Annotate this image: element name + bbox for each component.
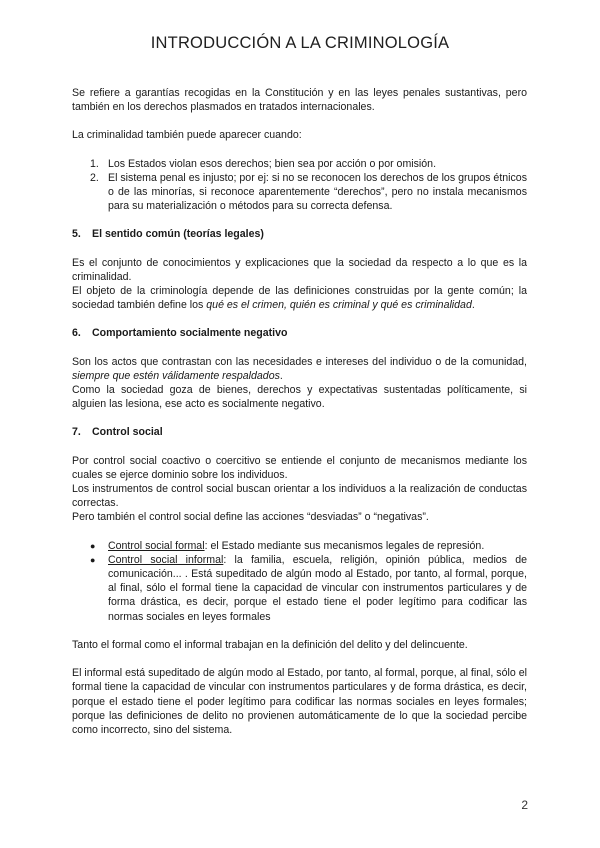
section-7-paragraph-4: Tanto el formal como el informal trabajan en la definición del delito y del delincuente. bbox=[72, 638, 468, 651]
text-run: . bbox=[279, 369, 283, 382]
page-number: 2 bbox=[521, 798, 528, 812]
section-number: 7. bbox=[72, 426, 81, 439]
section-7-heading bbox=[72, 425, 527, 439]
list-item-text: El sistema penal es injusto; por ej: si no se reconocen los derechos de los grupos étnicos o de las minorías, si reconoce aparentemente “derechos”, pero no instala mecanismos para su materialización o métodos para su correcta defensa. bbox=[108, 171, 527, 213]
section-7-paragraph-3: Pero también el control social define las acciones “desviadas” o “negativas”. bbox=[72, 511, 429, 524]
page-title: INTRODUCCIÓN A LA CRIMINOLOGÍA bbox=[150, 34, 450, 52]
control-social-list bbox=[72, 539, 527, 624]
list-item-number: 1. bbox=[90, 157, 99, 170]
section-7-paragraph-2: Los instrumentos de control social buscan orientar a los individuos a la realización de conductas correctas. bbox=[72, 483, 527, 510]
section-5-paragraph-2 bbox=[72, 284, 527, 312]
section-title: Control social bbox=[92, 426, 163, 439]
section-number: 6. bbox=[72, 327, 81, 340]
text-run: . bbox=[471, 299, 475, 312]
list-item-text bbox=[108, 553, 527, 624]
section-7-paragraph-1: Por control social coactivo o coercitivo se entiende el conjunto de mecanismos mediante los cuales se ejerce dominio sobre los individuos. bbox=[72, 454, 527, 481]
section-number: 5. bbox=[72, 228, 81, 241]
text-run: : la familia, escuela, religión, opinión pública, medios de comunicación... . Está supeditado de algún modo al Estado, por tanto, al formal, porque, al final, sólo el formal tiene la capacidad de vincular con instrumentos particulares y de forma drástica, es decir, porque el estado tiene el poder legítimo para codificar las normas sociales en leyes formales bbox=[108, 553, 527, 623]
section-title: Comportamiento socialmente negativo bbox=[92, 327, 288, 340]
list-item bbox=[90, 157, 527, 171]
list-item bbox=[90, 171, 527, 214]
italic-text: qué es el crimen, quién es criminal y qué es criminalidad bbox=[206, 299, 472, 312]
section-7-paragraph-5: El informal está supeditado de algún modo al Estado, por tanto, al formal, porque, al final, sólo el formal tiene la capacidad de vincular con instrumentos particulares y de forma drástica, es decir, porque el estado tiene el poder legítimo para codificar las normas sociales en leyes formales; porque las definiciones de delito no provienen automáticamente de lo que la sociedad percibe como incorrecto, sino del sistema. bbox=[72, 667, 527, 736]
section-6-paragraph-1 bbox=[72, 355, 527, 383]
bullet-icon: ● bbox=[90, 540, 96, 551]
text-run: Son los actos que contrastan con las necesidades e intereses del individuo o de la comunidad, bbox=[72, 355, 527, 368]
section-6-paragraph-2: Como la sociedad goza de bienes, derechos y expectativas sustentadas políticamente, si alguien las lesiona, ese acto es socialmente negativo. bbox=[72, 384, 527, 411]
underlined-term: Control social formal bbox=[108, 539, 205, 552]
section-6-heading bbox=[72, 326, 527, 340]
underlined-term: Control social informal bbox=[108, 553, 224, 566]
criminality-list bbox=[72, 157, 527, 214]
text-run: El objeto de la criminología depende de las definiciones construidas por la gente común; la sociedad también define los bbox=[72, 285, 527, 312]
list-item-text bbox=[108, 539, 527, 553]
intro-paragraph-1: Se refiere a garantías recogidas en la Constitución y en las leyes penales sustantivas, pero también en los derechos plasmados en tratados internacionales. bbox=[72, 87, 527, 114]
section-5-paragraph-1: Es el conjunto de conocimientos y explicaciones que la sociedad da respecto a lo que es la criminalidad. bbox=[72, 256, 527, 283]
list-item-number: 2. bbox=[90, 171, 99, 184]
list-item-text: Los Estados violan esos derechos; bien sea por acción o por omisión. bbox=[108, 157, 437, 170]
bullet-icon: ● bbox=[90, 554, 96, 565]
intro-paragraph-2: La criminalidad también puede aparecer cuando: bbox=[72, 129, 302, 142]
list-item bbox=[90, 539, 527, 553]
list-item bbox=[90, 553, 527, 624]
section-title: El sentido común (teorías legales) bbox=[92, 228, 264, 241]
section-5-heading bbox=[72, 227, 527, 241]
text-run: : el Estado mediante sus mecanismos legales de represión. bbox=[204, 539, 485, 552]
document-body bbox=[72, 86, 527, 737]
italic-text: siempre que estén válidamente respaldados bbox=[72, 369, 280, 382]
